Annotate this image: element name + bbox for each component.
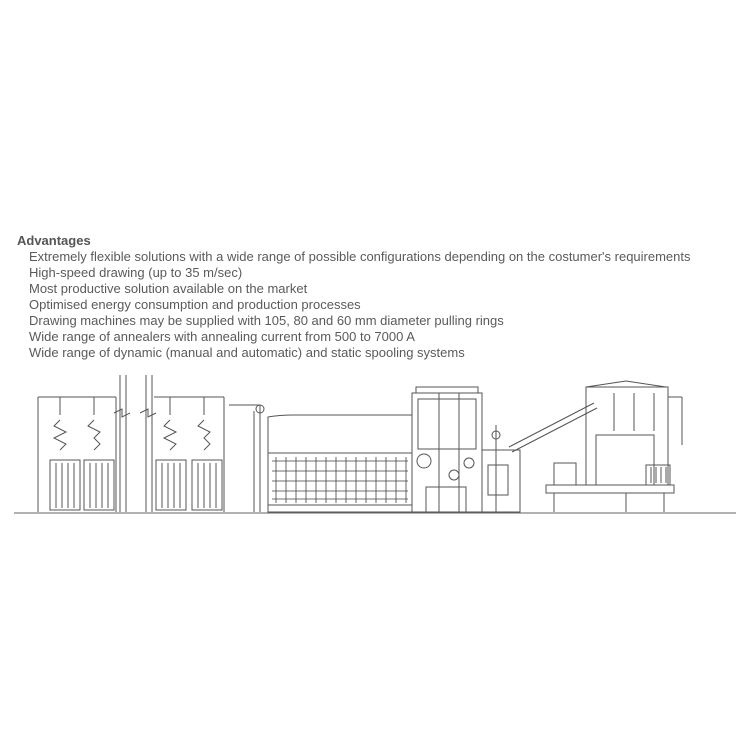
drawing-machine-icon xyxy=(268,415,412,512)
payoff-stand-icon xyxy=(154,397,224,512)
spooler-icon xyxy=(546,381,682,512)
list-item: Wide range of dynamic (manual and automatic) and static spooling systems xyxy=(29,345,465,360)
list-item: Optimised energy consumption and production processes xyxy=(29,297,361,312)
payoff-stand-icon xyxy=(38,397,116,512)
wire-guide-icon xyxy=(229,405,264,512)
break-mark-icon xyxy=(114,375,156,512)
machine-line-diagram xyxy=(14,375,736,520)
list-item: Wide range of annealers with annealing current from 500 to 7000 A xyxy=(29,329,415,344)
advantages-section xyxy=(17,233,742,361)
list-item: Most productive solution available on the market xyxy=(29,281,308,296)
advantages-list xyxy=(17,249,742,361)
advantages-heading: Advantages xyxy=(17,233,91,248)
conveyor-arm-icon xyxy=(509,403,597,452)
annealer-icon xyxy=(412,387,482,512)
list-item: High-speed drawing (up to 35 m/sec) xyxy=(29,265,243,280)
list-item: Extremely flexible solutions with a wide range of possible configurations depending on the costumer's requirements xyxy=(29,249,691,264)
capstan-icon xyxy=(482,425,520,512)
list-item: Drawing machines may be supplied with 105, 80 and 60 mm diameter pulling rings xyxy=(29,313,504,328)
